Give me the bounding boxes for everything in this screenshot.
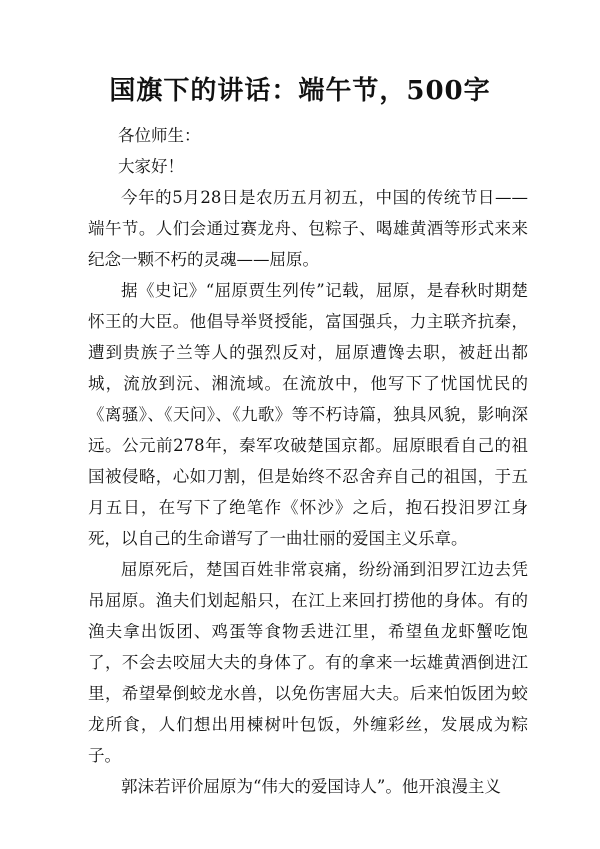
document-title: 国旗下的讲话：端午节，500字 (109, 76, 491, 106)
paragraph-guo-moruo: 郭沫若评价屈原为“伟大的爱国诗人”。他开浪漫主义 (121, 777, 501, 796)
paragraph-dragon-boat-intro: 今年的5月28日是农历五月初五，中国的传统节日——端午节。人们会通过赛龙舟、包粽子、喝雄黄酒等形式来来纪念一颗不朽的灵魂——屈原。 (88, 188, 528, 269)
greeting-line: 大家好！ (118, 157, 184, 176)
document-body (88, 120, 528, 802)
paragraph-after-death: 屈原死后，楚国百姓非常哀痛，纷纷涌到汨罗江边去凭吊屈原。渔夫们划起船只，在江上来回打捞他的身体。有的渔夫拿出饭团、鸡蛋等食物丢进江里，希望鱼龙虾蟹吃饱了，不会去咬屈大夫的身体了。有的拿来一坛雄黄酒倒进江里，希望晕倒蛟龙水兽，以免伤害屈大夫。后来怕饭团为蛟龙所食，人们想出用楝树叶包饭，外缠彩丝，发展成为粽子。 (88, 560, 528, 765)
paragraph-qu-yuan-history: 据《史记》“屈原贾生列传”记载，屈原，是春秋时期楚怀王的大臣。他倡导举贤授能，富国强兵，力主联齐抗秦，遭到贵族子兰等人的强烈反对，屈原遭馋去职，被赶出都城，流放到沅、湘流域。在流放中，他写下了忧国忧民的《离骚》、《天问》、《九歌》等不朽诗篇，独具风貌，影响深远。公元前278年，秦军攻破楚国京都。屈原眼看自己的祖国被侵略，心如刀割，但是始终不忍舍弃自己的祖国，于五月五日，在写下了绝笔作《怀沙》之后，抱石投汨罗江身死，以自己的生命谱写了一曲壮丽的爱国主义乐章。 (88, 281, 528, 548)
salutation-line: 各位师生： (118, 126, 201, 145)
